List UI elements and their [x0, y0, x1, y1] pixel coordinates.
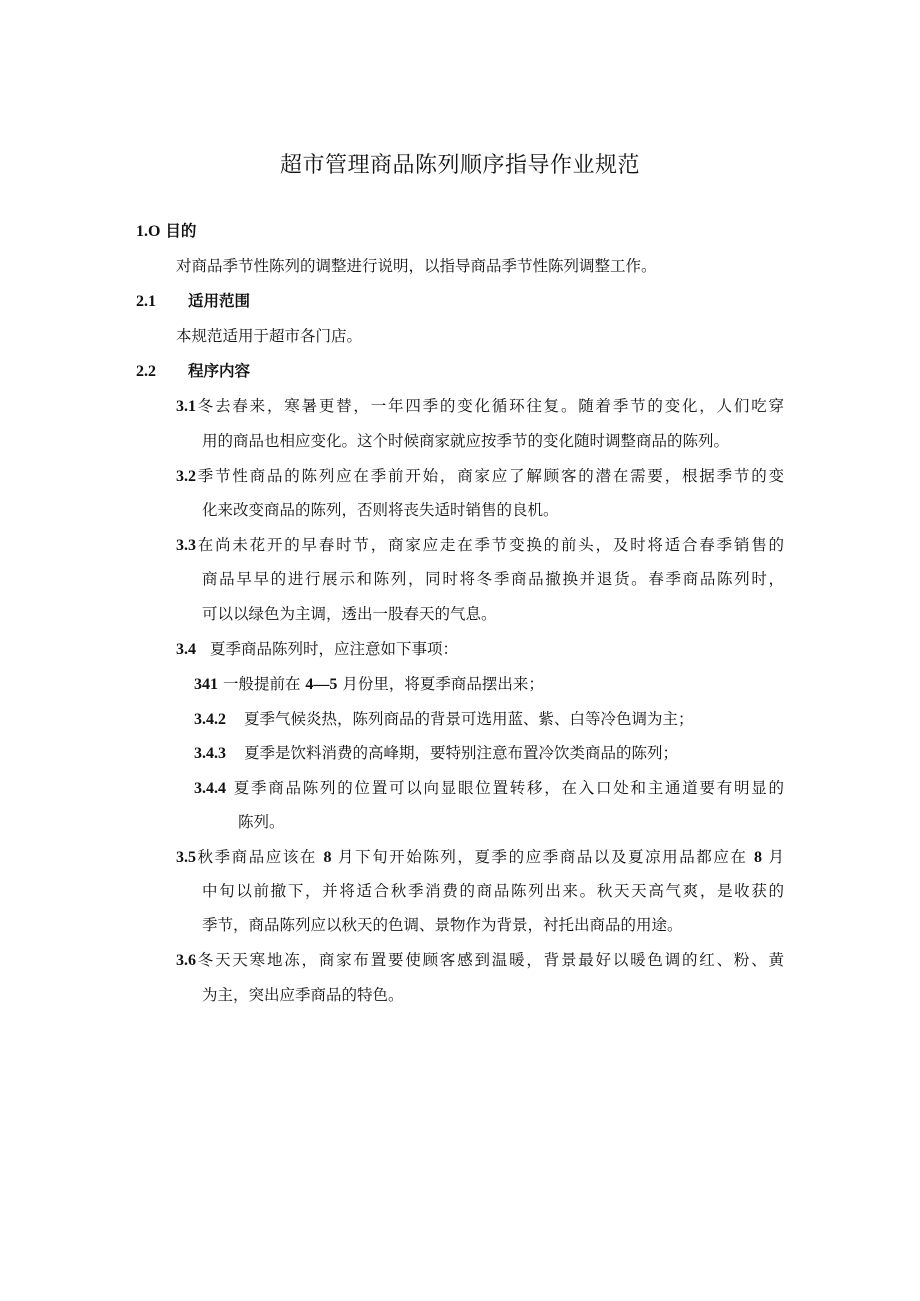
text-segment: 月份里，将夏季商品摆出来；	[342, 675, 544, 693]
text-line: 陈列。	[238, 813, 285, 831]
text-line: 化来改变商品的陈列，否则将丧失适时销售的良机。	[202, 501, 559, 519]
paragraph-3-6	[176, 949, 784, 972]
item-number: 341	[194, 676, 218, 693]
text-line: 夏季商品陈列的位置可以向显眼位置转移，在入口处和主通道要有明显的	[232, 779, 784, 797]
text-line: 可以以绿色为主调，透出一股春天的气息。	[202, 605, 497, 623]
section-number: 2.2	[136, 363, 156, 380]
text-line: 为主，突出应季商品的特色。	[202, 986, 404, 1004]
section-body: 本规范适用于超市各门店。	[176, 327, 363, 345]
section-title: 适用范围	[188, 292, 251, 310]
text-segment: 月下旬开始陈列，夏季的应季商品以及夏凉用品都应在	[338, 848, 748, 866]
item-number: 3.1	[176, 398, 196, 415]
paragraph-3-1	[176, 395, 784, 418]
item-number: 3.4	[176, 641, 196, 658]
section-heading-procedure	[136, 360, 250, 383]
section-body: 对商品季节性陈列的调整进行说明，以指导商品季节性陈列调整工作。	[176, 257, 657, 275]
item-number: 3.3	[176, 537, 196, 554]
text-line: 用的商品也相应变化。这个时候商家就应按季节的变化随时调整商品的陈列。	[202, 432, 730, 450]
month-range: 4—5	[305, 676, 338, 693]
document-title: 超市管理商品陈列顺序指导作业规范	[279, 153, 640, 178]
item-number: 3.4.4	[194, 780, 226, 797]
text-line: 夏季气候炎热，陈列商品的背景可选用蓝、紫、白等冷色调为主；	[244, 710, 694, 728]
item-number: 3.6	[176, 952, 196, 969]
text-line-wrap	[202, 568, 784, 590]
text-line: 夏季是饮料消费的高峰期，要特别注意布置冷饮类商品的陈列；	[244, 744, 679, 762]
text-line: 冬去春来，寒暑更替，一年四季的变化循环往复。随着季节的变化，人们吃穿	[196, 397, 784, 415]
paragraph-3-4-4	[194, 777, 784, 800]
item-number: 3.4.2	[194, 711, 226, 728]
section-heading-scope	[136, 290, 250, 313]
text-line: 夏季商品陈列时，应注意如下事项：	[210, 640, 459, 658]
section-title: 目的	[165, 222, 197, 240]
paragraph-3-4	[176, 638, 458, 661]
section-heading-purpose	[136, 220, 196, 243]
paragraph-3-4-2	[194, 708, 694, 731]
text-segment: 一般提前在	[222, 675, 301, 693]
item-number: 3.4.3	[194, 745, 226, 762]
text-line: 中旬以前撤下，并将适合秋季消费的商品陈列出来。秋天天高气爽，是收获的	[202, 882, 784, 900]
text-line-wrap	[202, 880, 784, 902]
text-line: 季节，商品陈列应以秋天的色调、景物作为背景，衬托出商品的用途。	[202, 916, 683, 934]
section-title: 程序内容	[188, 362, 251, 380]
month-number: 8	[753, 849, 762, 866]
item-number: 3.2	[176, 468, 196, 485]
item-number: 3.5	[176, 849, 196, 866]
section-number: 2.1	[136, 293, 156, 310]
paragraph-3-2	[176, 465, 784, 488]
text-line: 冬天天寒地冻，商家布置要使顾客感到温暖，背景最好以暖色调的红、粉、黄	[196, 951, 784, 969]
paragraph-3-3	[176, 534, 784, 557]
month-number: 8	[323, 849, 332, 866]
section-number: 1.O	[136, 223, 161, 240]
text-segment: 秋季商品应该在	[196, 848, 317, 866]
text-line: 商品早早的进行展示和陈列，同时将冬季商品撤换并退货。春季商品陈列时，	[202, 570, 784, 588]
text-line: 季节性商品的陈列应在季前开始，商家应了解顾客的潜在需要，根据季节的变	[196, 467, 784, 485]
paragraph-3-5	[176, 846, 784, 869]
paragraph-3-4-3	[194, 742, 678, 765]
text-line: 在尚未花开的早春时节，商家应走在季节变换的前头，及时将适合春季销售的	[196, 536, 784, 554]
text-segment: 月	[768, 848, 784, 866]
paragraph-3-4-1	[194, 673, 544, 696]
